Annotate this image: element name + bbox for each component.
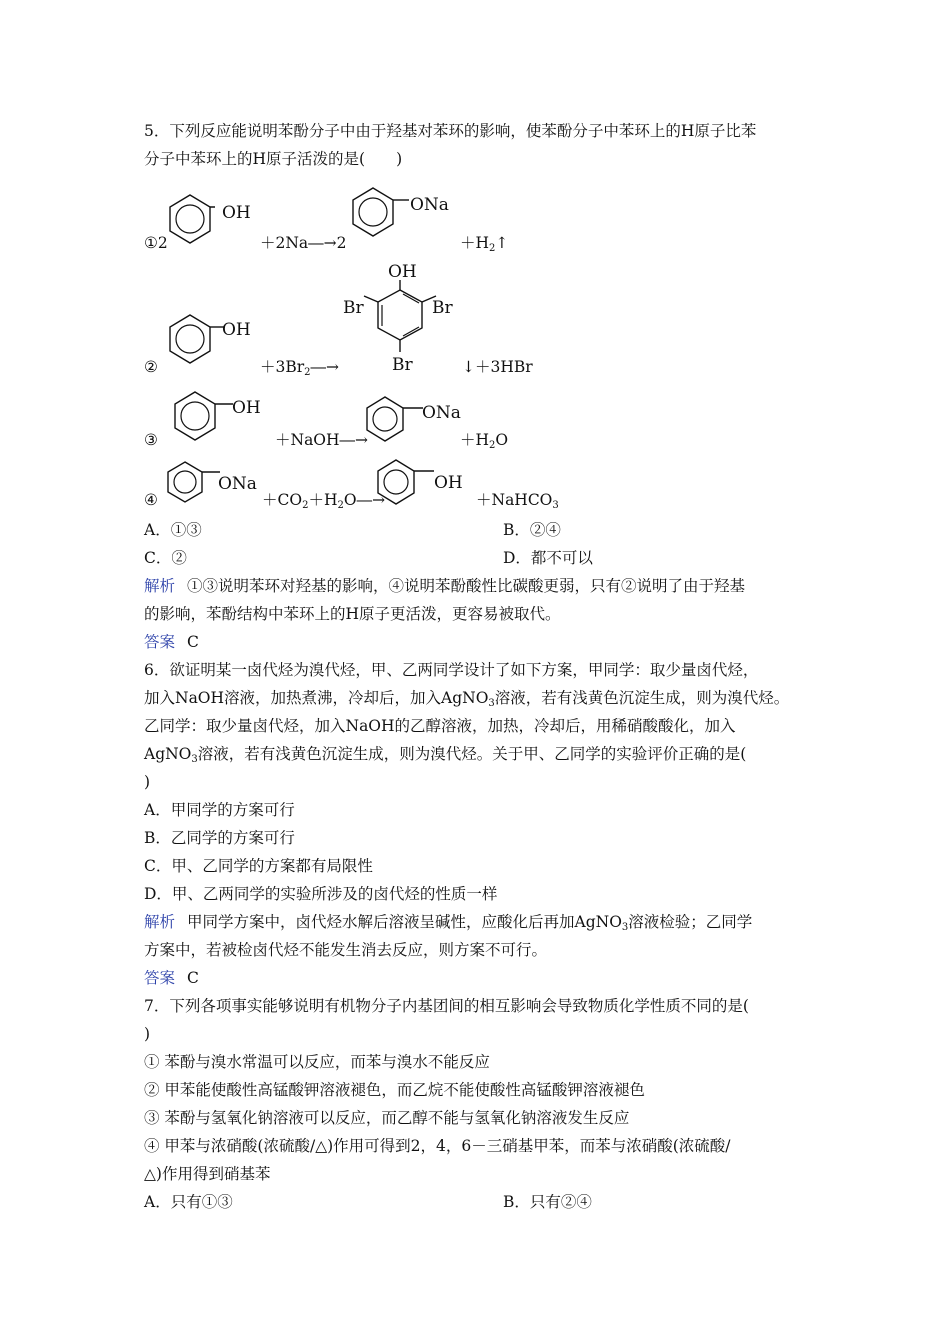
q5-analysis-line2: 的影响，苯酚结构中苯环上的H原子更活泼，更容易被取代。 bbox=[144, 605, 561, 623]
q7-option-b: B．只有②④ bbox=[503, 1193, 592, 1211]
q5-stem-line2: 分子中苯环上的H原子活泼的是( ) bbox=[144, 150, 403, 168]
q6-analysis-line1: 解析 甲同学方案中，卤代烃水解后溶液呈碱性，应酸化后再加AgNO$_3$溶液检验；乙同学 bbox=[144, 913, 753, 933]
r2-oh-group: OH bbox=[222, 320, 251, 340]
answer-label: 答案 bbox=[144, 633, 176, 651]
r4-ona-group: ONa bbox=[218, 474, 257, 494]
analysis-label: 解析 bbox=[144, 577, 176, 595]
r2-top-oh: OH bbox=[388, 262, 417, 282]
q5-option-d: D．都不可以 bbox=[503, 549, 593, 567]
q5-option-c: C．② bbox=[144, 549, 187, 567]
r1-reagent: ＋2Na―→2 bbox=[260, 234, 347, 252]
r3-product-water: $+H_2O$ bbox=[460, 431, 509, 451]
q7-item-2: ② 甲苯能使酸性高锰酸钾溶液褪色，而乙烷不能使酸性高锰酸钾溶液褪色 bbox=[144, 1081, 645, 1099]
q6-stem-line2: 加入NaOH溶液，加热煮沸，冷却后，加入AgNO$_3$溶液，若有浅黄色沉淀生成，则为溴代烃。 bbox=[144, 689, 790, 709]
q6-analysis-line2: 方案中，若被检卤代烃不能发生消去反应，则方案不可行。 bbox=[144, 941, 548, 959]
q6-stem-line3: 乙同学：取少量卤代烃，加入NaOH的乙醇溶液，加热，冷却后，用稀硝酸酸化，加入 bbox=[144, 717, 736, 735]
phenoxide-ring-4 bbox=[160, 460, 220, 504]
r4-number: ④ bbox=[144, 491, 158, 509]
r3-reagent: ＋NaOH―→ bbox=[275, 431, 369, 449]
r1-number: ①2 bbox=[144, 234, 168, 252]
q6-stem-line1: 6．欲证明某一卤代烃为溴代烃，甲、乙两同学设计了如下方案，甲同学：取少量卤代烃， bbox=[144, 661, 759, 679]
q5-analysis-line1: 解析 ①③说明苯环对羟基的影响，④说明苯酚酸性比碳酸更弱，只有②说明了由于羟基 bbox=[144, 577, 746, 595]
tribromophenol-ring bbox=[360, 280, 440, 360]
r2-reagent: $+3Br_2―\to$ bbox=[260, 358, 340, 378]
q6-option-c: C．甲、乙同学的方案都有局限性 bbox=[144, 857, 373, 875]
q7-stem-line1: 7．下列各项事实能够说明有机物分子内基团间的相互影响会导致物质化学性质不同的是( bbox=[144, 997, 749, 1015]
phenoxide-ring-3 bbox=[355, 395, 427, 443]
r2-br-left: Br bbox=[343, 298, 364, 318]
r3-ona-group: ONa bbox=[422, 403, 461, 423]
q7-stem-line2: ) bbox=[144, 1025, 151, 1043]
q6-option-a: A．甲同学的方案可行 bbox=[144, 801, 295, 819]
analysis-label: 解析 bbox=[144, 913, 176, 931]
q6-answer: 答案 C bbox=[144, 969, 199, 987]
r4-product: ＋NaHCO$_3$ bbox=[476, 491, 559, 511]
r2-br-right: Br bbox=[432, 298, 453, 318]
r1-oh-group: OH bbox=[222, 203, 251, 223]
phenol-ring-1 bbox=[165, 193, 215, 245]
phenoxide-ring-1 bbox=[345, 186, 411, 238]
r1-product-h2: $+H_2↑$ bbox=[460, 234, 509, 254]
q5-stem-line1: 5．下列反应能说明苯酚分子中由于羟基对苯环的影响，使苯酚分子中苯环上的H原子比苯 bbox=[144, 122, 757, 140]
phenol-ring-4 bbox=[368, 458, 438, 506]
q7-item-4-line1: ④ 甲苯与浓硝酸(浓硫酸/△)作用可得到2，4，6－三硝基甲苯，而苯与浓硝酸(浓硫酸/ bbox=[144, 1137, 731, 1155]
r4-oh-group: OH bbox=[434, 473, 463, 493]
r2-br-bottom: Br bbox=[392, 355, 413, 375]
phenol-ring-2 bbox=[165, 313, 225, 365]
r2-number: ② bbox=[144, 358, 158, 376]
q7-item-3: ③ 苯酚与氢氧化钠溶液可以反应，而乙醇不能与氢氧化钠溶液发生反应 bbox=[144, 1109, 630, 1127]
q7-item-1: ① 苯酚与溴水常温可以反应，而苯与溴水不能反应 bbox=[144, 1053, 490, 1071]
r3-oh-group: OH bbox=[232, 398, 261, 418]
q6-option-d: D．甲、乙两同学的实验所涉及的卤代烃的性质一样 bbox=[144, 885, 498, 903]
q7-item-4-line2: △)作用得到硝基苯 bbox=[144, 1165, 271, 1183]
r3-number: ③ bbox=[144, 431, 158, 449]
q6-stem-line5: ) bbox=[144, 773, 151, 791]
q5-option-b: B．②④ bbox=[503, 521, 561, 539]
q5-option-a: A．①③ bbox=[144, 521, 202, 539]
r1-ona-group: ONa bbox=[410, 195, 449, 215]
r2-product-hbr: ↓＋3HBr bbox=[462, 358, 533, 376]
q5-answer: 答案 C bbox=[144, 633, 199, 651]
r4-reagents: $+CO_2+H_2O―\to$ bbox=[262, 491, 386, 511]
q6-option-b: B．乙同学的方案可行 bbox=[144, 829, 295, 847]
answer-label: 答案 bbox=[144, 969, 176, 987]
q6-stem-line4: AgNO$_3$溶液，若有浅黄色沉淀生成，则为溴代烃。关于甲、乙同学的实验评价正确的是( bbox=[144, 745, 747, 765]
phenol-ring-3 bbox=[165, 390, 235, 442]
q7-option-a: A．只有①③ bbox=[144, 1193, 233, 1211]
